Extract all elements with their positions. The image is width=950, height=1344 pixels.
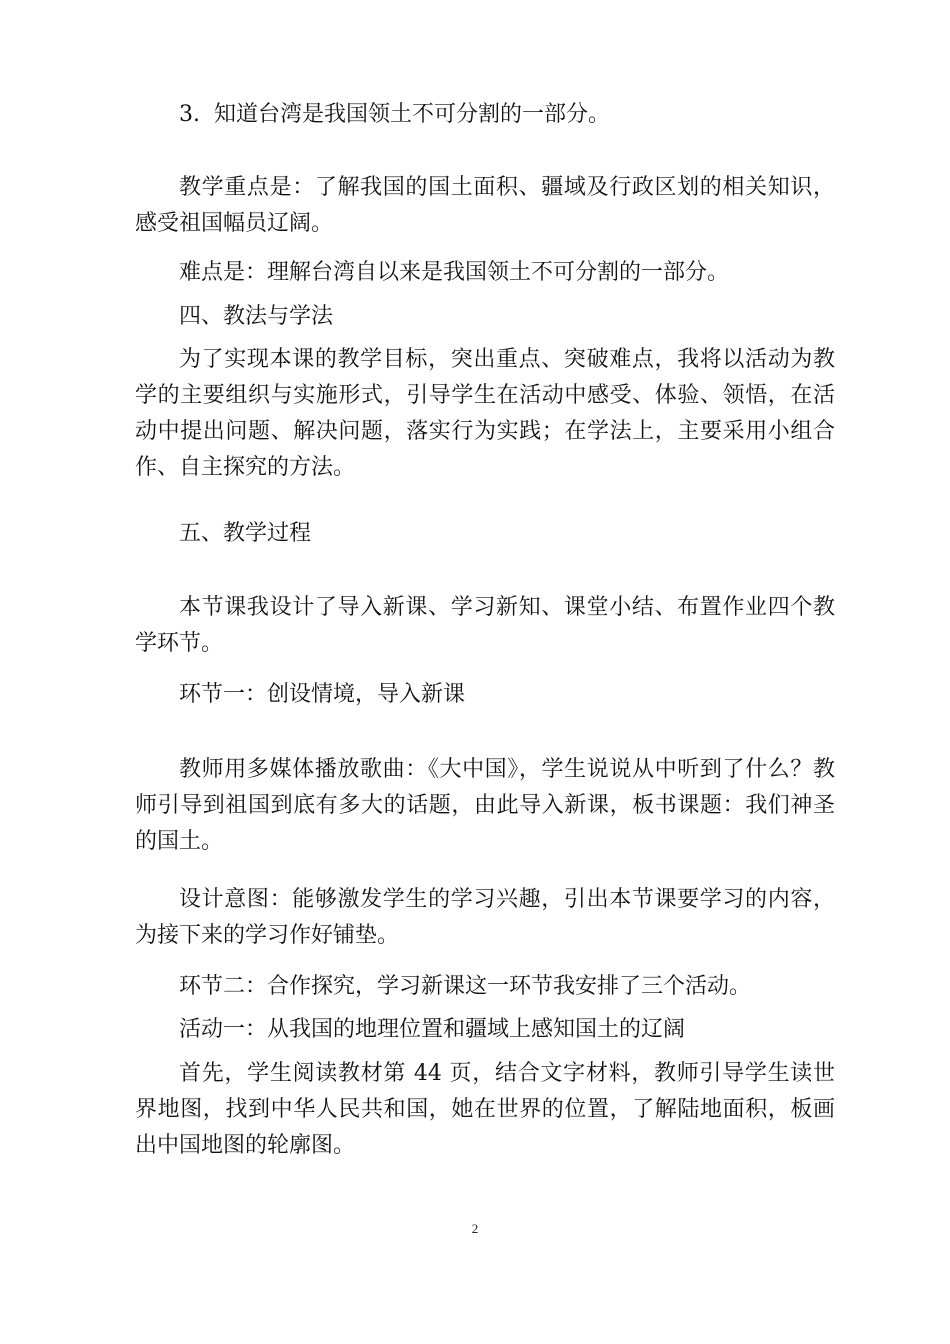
heading-step-one: 环节一：创设情境，导入新课 [179, 682, 466, 707]
paragraph-methods-detail: 为了实现本课的教学目标，突出重点、突破难点，我将以活动为教学的主要组织与实施形式，引导学生在活动中感受、体验、领悟，在活动中提出问题、解决问题，落实行为实践；在学法上，主要采用小组合作、自主探究的方法。 [135, 347, 835, 480]
heading-step-two: 环节二：合作探究，学习新课这一环节我安排了三个活动。 [179, 974, 752, 999]
paragraph-activity-one-detail: 首先，学生阅读教材第 44 页，结合文字材料，教师引导学生读世界地图，找到中华人民共和国，她在世界的位置，了解陆地面积，板画出中国地图的轮廓图。 [135, 1061, 835, 1158]
paragraph-key-points: 教学重点是：了解我国的国土面积、疆域及行政区划的相关知识，感受祖国幅员辽阔。 [135, 175, 835, 236]
page-number: 2 [471, 1221, 479, 1236]
heading-teaching-process: 五、教学过程 [179, 521, 312, 546]
paragraph-objective-3: 3. 知道台湾是我国领土不可分割的一部分。 [179, 102, 610, 127]
paragraph-step-one-detail: 教师用多媒体播放歌曲：《大中国》，学生说说从中听到了什么？教师引导到祖国到底有多大的话题，由此导入新课，板书课题：我们神圣的国土。 [135, 757, 835, 854]
heading-teaching-methods: 四、教法与学法 [179, 304, 334, 329]
paragraph-design-intent: 设计意图：能够激发学生的学习兴趣，引出本节课要学习的内容，为接下来的学习作好铺垫。 [135, 887, 835, 948]
heading-activity-one: 活动一：从我国的地理位置和疆域上感知国土的辽阔 [179, 1017, 686, 1042]
paragraph-difficulty: 难点是：理解台湾自以来是我国领土不可分割的一部分。 [179, 260, 730, 285]
paragraph-process-overview: 本节课我设计了导入新课、学习新知、课堂小结、布置作业四个教学环节。 [135, 595, 835, 656]
